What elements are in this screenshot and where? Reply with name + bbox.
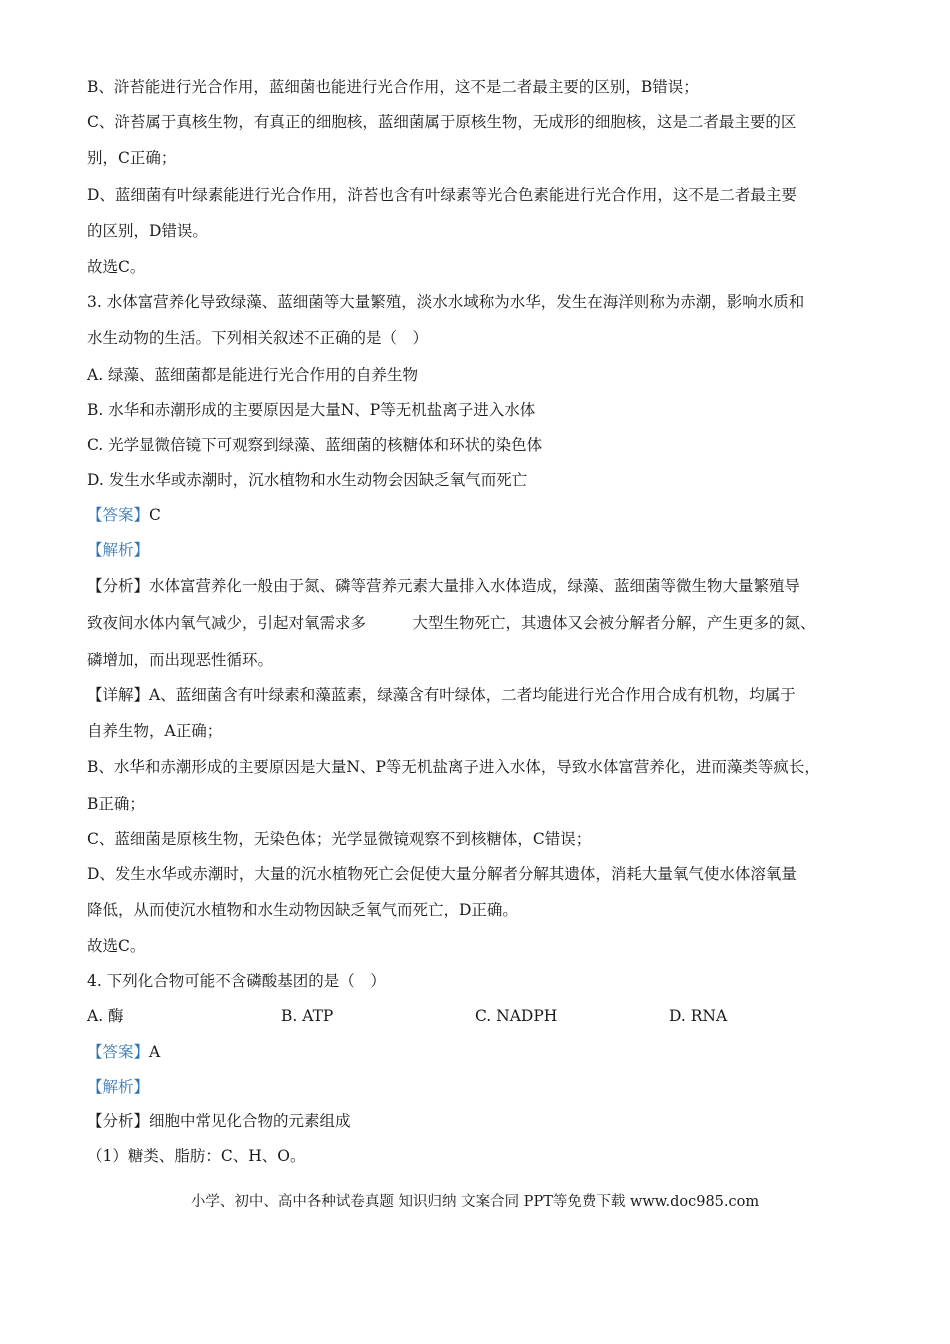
- question-4-option-b: B. ATP: [281, 1007, 334, 1025]
- question-4-stem: 4. 下列化合物可能不含磷酸基团的是（ ）: [87, 972, 386, 990]
- question-3-option-d: D. 发生水华或赤潮时，沉水植物和水生动物会因缺乏氧气而死亡: [87, 471, 528, 489]
- answer-line: [87, 1042, 160, 1062]
- conclusion-line: 故选C。: [87, 258, 146, 276]
- fenxi-line: 致夜间水体内氧气减少，引起对氧需求多 大型生物死亡，其遗体又会被分解者分解，产生更多的氮、: [87, 614, 816, 632]
- detail-line: C、蓝细菌是原核生物，无染色体；光学显微镜观察不到核糖体，C错误；: [87, 830, 592, 848]
- detail-line: D、发生水华或赤潮时，大量的沉水植物死亡会促使大量分解者分解其遗体，消耗大量氧气使水体溶氧量: [87, 865, 797, 883]
- fenxi-text: 细胞中常见化合物的元素组成: [149, 1112, 351, 1130]
- detail-line: B正确；: [87, 795, 145, 813]
- fenxi-tag: 【分析】: [87, 1112, 150, 1130]
- fenxi-line: [87, 576, 800, 596]
- analysis-line: [87, 540, 149, 560]
- answer-tag: 【答案】: [87, 506, 150, 524]
- detail-line: B、水华和赤潮形成的主要原因是大量N、P等无机盐离子进入水体，导致水体富营养化，进而藻类等疯长，: [87, 758, 820, 776]
- fenxi-line: [87, 1111, 351, 1131]
- answer-tag: 【答案】: [87, 1043, 150, 1061]
- text-line: 别，C正确；: [87, 149, 177, 167]
- text-line: 的区别，D错误。: [87, 222, 208, 240]
- fenxi-line: 磷增加，而出现恶性循环。: [87, 651, 274, 669]
- question-3-option-a: A. 绿藻、蓝细菌都是能进行光合作用的自养生物: [87, 366, 419, 384]
- detail-line: 自养生物，A正确；: [87, 722, 223, 740]
- question-3-stem: 水生动物的生活。下列相关叙述不正确的是（ ）: [87, 329, 429, 347]
- fenxi-tag: 【分析】: [87, 577, 150, 595]
- page-footer: 小学、初中、高中各种试卷真题 知识归纳 文案合同 PPT等免费下载 www.doc985.com: [190, 1194, 760, 1210]
- question-3-option-c: C. 光学显微倍镜下可观察到绿藻、蓝细菌的核糖体和环状的染色体: [87, 436, 543, 454]
- detail-tag: 【详解】: [87, 686, 150, 704]
- question-4-option-d: D. RNA: [669, 1007, 728, 1025]
- question-3-stem: 3. 水体富营养化导致绿藻、蓝细菌等大量繁殖，淡水水域称为水华，发生在海洋则称为赤潮，影响水质和: [87, 293, 805, 311]
- detail-line: 降低，从而使沉水植物和水生动物因缺乏氧气而死亡，D正确。: [87, 901, 518, 919]
- fenxi-text: 水体富营养化一般由于氮、磷等营养元素大量排入水体造成，绿藻、蓝细菌等微生物大量繁殖导: [149, 577, 801, 595]
- analysis-tag: 【解析】: [87, 541, 150, 559]
- answer-value: C: [149, 506, 161, 524]
- analysis-tag: 【解析】: [87, 1078, 150, 1096]
- text-line: B、浒苔能进行光合作用，蓝细菌也能进行光合作用，这不是二者最主要的区别，B错误；: [87, 78, 699, 96]
- answer-value: A: [149, 1043, 161, 1061]
- answer-line: [87, 505, 161, 525]
- question-3-option-b: B. 水华和赤潮形成的主要原因是大量N、P等无机盐离子进入水体: [87, 401, 536, 419]
- list-item: （1）糖类、脂肪：C、H、O。: [87, 1147, 306, 1165]
- text-line: C、浒苔属于真核生物，有真正的细胞核，蓝细菌属于原核生物，无成形的细胞核，这是二者最主要的区: [87, 113, 797, 131]
- analysis-line: [87, 1077, 149, 1097]
- detail-line: [87, 685, 796, 705]
- conclusion-line: 故选C。: [87, 937, 146, 955]
- question-4-option-a: A. 酶: [87, 1007, 124, 1025]
- question-4-option-c: C. NADPH: [475, 1007, 558, 1025]
- detail-text: A、蓝细菌含有叶绿素和藻蓝素，绿藻含有叶绿体，二者均能进行光合作用合成有机物，均属于: [149, 686, 796, 704]
- text-line: D、蓝细菌有叶绿素能进行光合作用，浒苔也含有叶绿素等光合色素能进行光合作用，这不是二者最主要: [87, 186, 797, 204]
